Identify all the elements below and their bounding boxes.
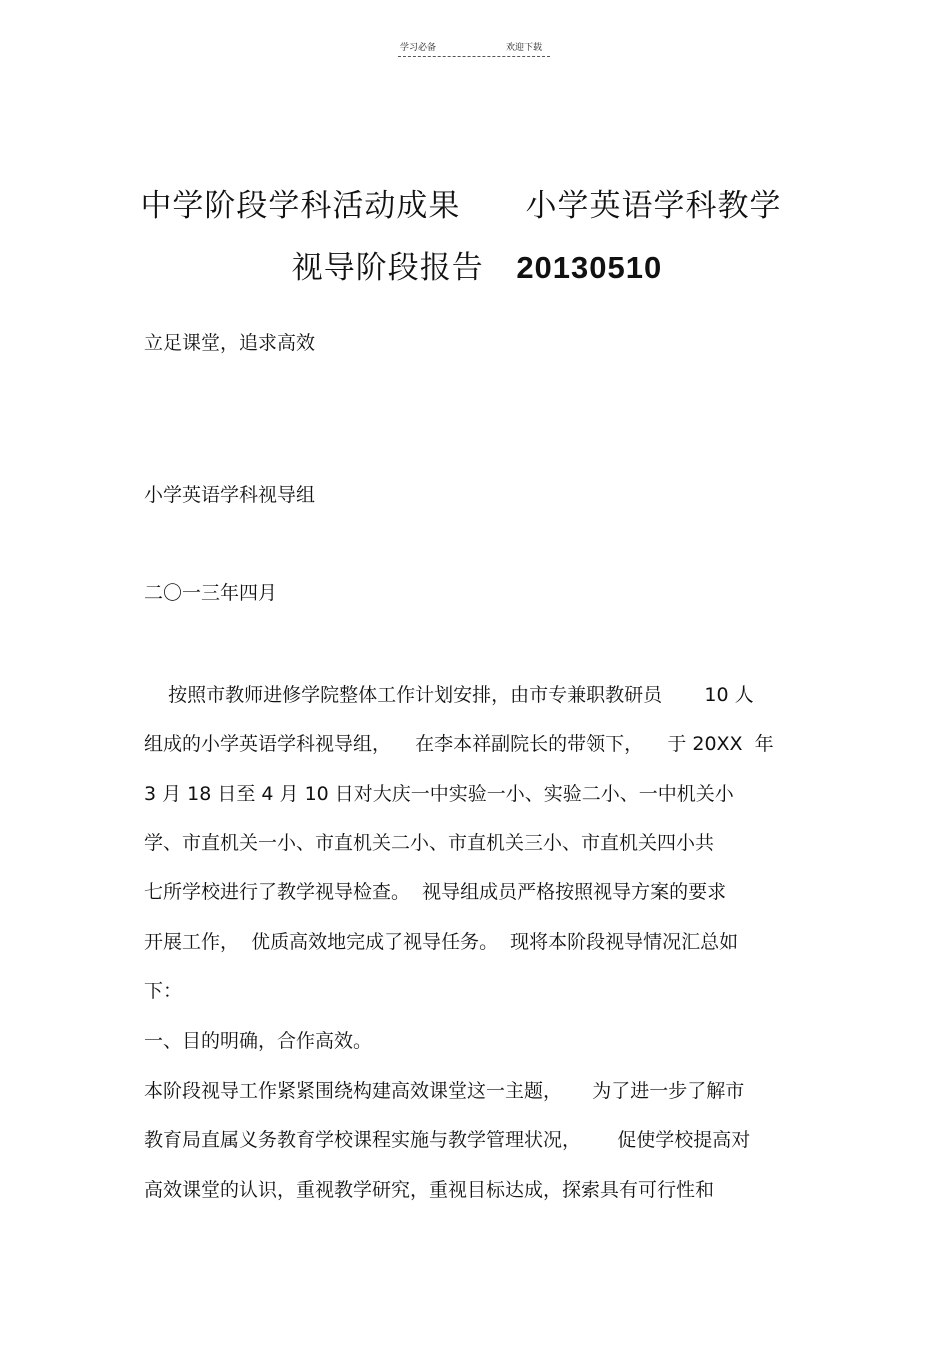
- page-header: [398, 38, 550, 57]
- header-left-text: 学习必备: [400, 43, 437, 53]
- body-line-7: 下：: [144, 980, 183, 1002]
- body-line-6: 开展工作， 优质高效地完成了视导任务。 现将本阶段视导情况汇总如: [144, 931, 739, 953]
- title-date-number: 20130510: [516, 250, 663, 285]
- document-title-line-1: 中学阶段学科活动成果 小学英语学科教学: [140, 188, 782, 224]
- header-right-text: 欢迎下载: [506, 43, 543, 53]
- report-date: 二〇一三年四月: [144, 582, 278, 604]
- body-line-9: 本阶段视导工作紧紧围绕构建高效课堂这一主题， 为了进一步了解市: [144, 1080, 745, 1102]
- body-line-1: 按照市教师进修学院整体工作计划安排，由市专兼职教研员 10 人: [144, 684, 754, 706]
- body-line-2: 组成的小学英语学科视导组， 在李本祥副院长的带领下， 于 20XX 年: [144, 733, 774, 755]
- body-line-11: 高效课堂的认识，重视教学研究，重视目标达成，探索具有可行性和: [144, 1179, 715, 1201]
- document-title-line-2: [2, 242, 950, 287]
- body-line-10: 教育局直属义务教育学校课程实施与教学管理状况， 促使学校提高对: [144, 1129, 751, 1151]
- title-line-2-text: 视导阶段报告: [291, 250, 517, 286]
- subtitle: 立足课堂，追求高效: [144, 332, 316, 354]
- body-line-5: 七所学校进行了教学视导检查。 视导组成员严格按照视导方案的要求: [144, 881, 727, 903]
- body-line-4: 学、市直机关一小、市直机关二小、市直机关三小、市直机关四小共: [144, 832, 715, 854]
- section-heading-1: 一、目的明确，合作高效。: [144, 1030, 373, 1052]
- body-line-3: 3 月 18 日至 4 月 10 日对大庆一中实验一小、实验二小、一中机关小: [144, 783, 734, 805]
- group-name: 小学英语学科视导组: [144, 484, 316, 506]
